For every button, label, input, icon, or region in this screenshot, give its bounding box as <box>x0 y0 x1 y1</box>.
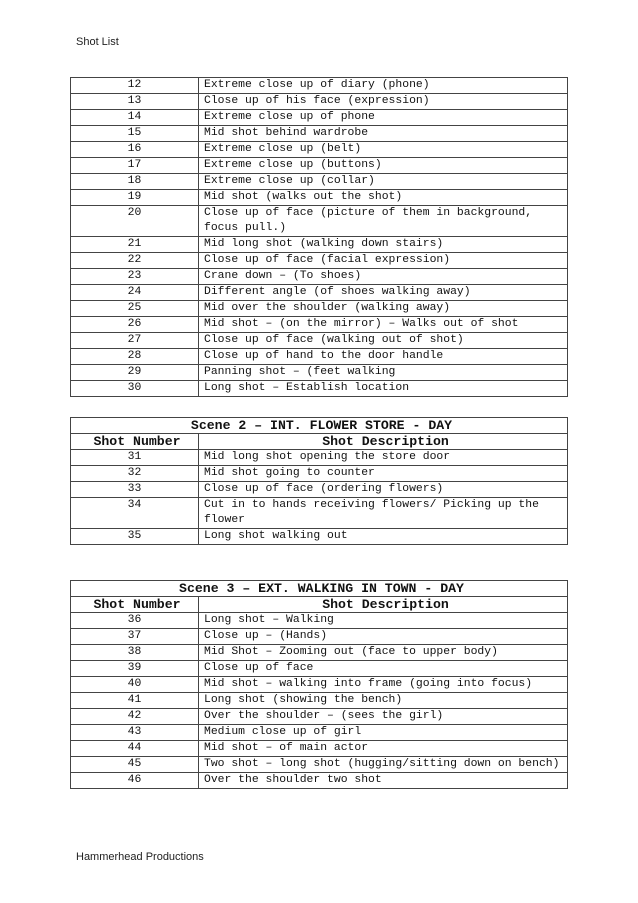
shot-number: 22 <box>71 253 199 269</box>
shot-number: 44 <box>71 741 199 757</box>
shot-description: Long shot – Establish location <box>199 381 568 397</box>
shot-description: Different angle (of shoes walking away) <box>199 285 568 301</box>
shot-number-header: Shot Number <box>71 434 199 450</box>
table-row <box>71 757 568 773</box>
table-row <box>71 381 568 397</box>
shot-description: Two shot – long shot (hugging/sitting down on bench) <box>199 757 568 773</box>
table-row <box>71 773 568 789</box>
page-header: Shot List <box>76 36 119 48</box>
shot-description: Mid shot – of main actor <box>199 741 568 757</box>
table-row <box>71 285 568 301</box>
shot-description: Mid shot (walks out the shot) <box>199 190 568 206</box>
shot-number: 32 <box>71 466 199 482</box>
table-row <box>71 333 568 349</box>
shot-table-scene-3 <box>70 580 568 789</box>
shot-description-header: Shot Description <box>199 434 568 450</box>
shot-number: 37 <box>71 629 199 645</box>
table-row <box>71 349 568 365</box>
table-row <box>71 661 568 677</box>
shot-description: Long shot – Walking <box>199 613 568 629</box>
shot-number: 13 <box>71 94 199 110</box>
shot-number: 26 <box>71 317 199 333</box>
shot-description: Extreme close up of phone <box>199 110 568 126</box>
shot-number: 39 <box>71 661 199 677</box>
table-row <box>71 142 568 158</box>
table-row <box>71 629 568 645</box>
shot-number: 30 <box>71 381 199 397</box>
shot-description: Mid shot – (on the mirror) – Walks out of shot <box>199 317 568 333</box>
shot-number: 20 <box>71 206 199 237</box>
table-row <box>71 613 568 629</box>
shot-number: 16 <box>71 142 199 158</box>
shot-description: Close up of his face (expression) <box>199 94 568 110</box>
table-row <box>71 237 568 253</box>
table-row <box>71 741 568 757</box>
table-row <box>71 482 568 498</box>
shot-number: 17 <box>71 158 199 174</box>
shot-description: Close up of face (ordering flowers) <box>199 482 568 498</box>
shot-number: 12 <box>71 78 199 94</box>
shot-number: 15 <box>71 126 199 142</box>
shot-description: Extreme close up (belt) <box>199 142 568 158</box>
shot-description: Mid over the shoulder (walking away) <box>199 301 568 317</box>
shot-table-scene-1 <box>70 77 568 397</box>
shot-number: 31 <box>71 450 199 466</box>
shot-description: Close up – (Hands) <box>199 629 568 645</box>
shot-description: Mid shot going to counter <box>199 466 568 482</box>
column-header-row <box>71 597 568 613</box>
shot-description: Mid long shot (walking down stairs) <box>199 237 568 253</box>
shot-description: Close up of hand to the door handle <box>199 349 568 365</box>
shot-description: Extreme close up (buttons) <box>199 158 568 174</box>
shot-description: Long shot (showing the bench) <box>199 693 568 709</box>
table-row <box>71 677 568 693</box>
shot-number-header: Shot Number <box>71 597 199 613</box>
shot-description: Crane down – (To shoes) <box>199 269 568 285</box>
shot-number: 19 <box>71 190 199 206</box>
table-row <box>71 450 568 466</box>
shot-number: 36 <box>71 613 199 629</box>
table-row <box>71 301 568 317</box>
shot-number: 25 <box>71 301 199 317</box>
shot-description: Medium close up of girl <box>199 725 568 741</box>
page-footer: Hammerhead Productions <box>76 851 204 863</box>
table-row <box>71 158 568 174</box>
table-row <box>71 709 568 725</box>
table-row <box>71 78 568 94</box>
shot-number: 21 <box>71 237 199 253</box>
shot-description: Close up of face (picture of them in background, focus pull.) <box>199 206 568 237</box>
table-row <box>71 498 568 529</box>
shot-description: Mid shot behind wardrobe <box>199 126 568 142</box>
shot-description: Mid Shot – Zooming out (face to upper body) <box>199 645 568 661</box>
shot-number: 35 <box>71 529 199 545</box>
table-row <box>71 529 568 545</box>
table-row <box>71 725 568 741</box>
shot-number: 23 <box>71 269 199 285</box>
table-row <box>71 190 568 206</box>
shot-description: Close up of face (walking out of shot) <box>199 333 568 349</box>
shot-table-scene-2 <box>70 417 568 545</box>
shot-number: 29 <box>71 365 199 381</box>
shot-description-header: Shot Description <box>199 597 568 613</box>
shot-description: Over the shoulder – (sees the girl) <box>199 709 568 725</box>
shot-number: 18 <box>71 174 199 190</box>
shot-description: Long shot walking out <box>199 529 568 545</box>
scene-title-row <box>71 418 568 434</box>
shot-description: Close up of face (facial expression) <box>199 253 568 269</box>
shot-description: Mid shot – walking into frame (going into focus) <box>199 677 568 693</box>
shot-rows <box>71 450 568 545</box>
shot-rows <box>71 613 568 789</box>
shot-description: Extreme close up of diary (phone) <box>199 78 568 94</box>
shot-number: 45 <box>71 757 199 773</box>
shot-number: 28 <box>71 349 199 365</box>
shot-number: 24 <box>71 285 199 301</box>
shot-number: 34 <box>71 498 199 529</box>
shot-number: 40 <box>71 677 199 693</box>
scene-title: Scene 2 – INT. FLOWER STORE - DAY <box>71 418 568 434</box>
table-row <box>71 466 568 482</box>
table-row <box>71 693 568 709</box>
table-row <box>71 645 568 661</box>
shot-number: 46 <box>71 773 199 789</box>
shot-number: 41 <box>71 693 199 709</box>
shot-number: 14 <box>71 110 199 126</box>
scene-title-row <box>71 581 568 597</box>
table-row <box>71 126 568 142</box>
table-row <box>71 365 568 381</box>
shot-rows <box>71 78 568 397</box>
shot-description: Close up of face <box>199 661 568 677</box>
shot-number: 42 <box>71 709 199 725</box>
shot-number: 43 <box>71 725 199 741</box>
shot-number: 33 <box>71 482 199 498</box>
column-header-row <box>71 434 568 450</box>
shot-number: 38 <box>71 645 199 661</box>
shot-description: Over the shoulder two shot <box>199 773 568 789</box>
table-row <box>71 94 568 110</box>
table-row <box>71 174 568 190</box>
shot-description: Mid long shot opening the store door <box>199 450 568 466</box>
shot-description: Panning shot – (feet walking <box>199 365 568 381</box>
table-row <box>71 253 568 269</box>
table-row <box>71 206 568 237</box>
shot-description: Cut in to hands receiving flowers/ Picking up the flower <box>199 498 568 529</box>
table-row <box>71 110 568 126</box>
scene-title: Scene 3 – EXT. WALKING IN TOWN - DAY <box>71 581 568 597</box>
table-row <box>71 269 568 285</box>
table-row <box>71 317 568 333</box>
shot-description: Extreme close up (collar) <box>199 174 568 190</box>
shot-number: 27 <box>71 333 199 349</box>
